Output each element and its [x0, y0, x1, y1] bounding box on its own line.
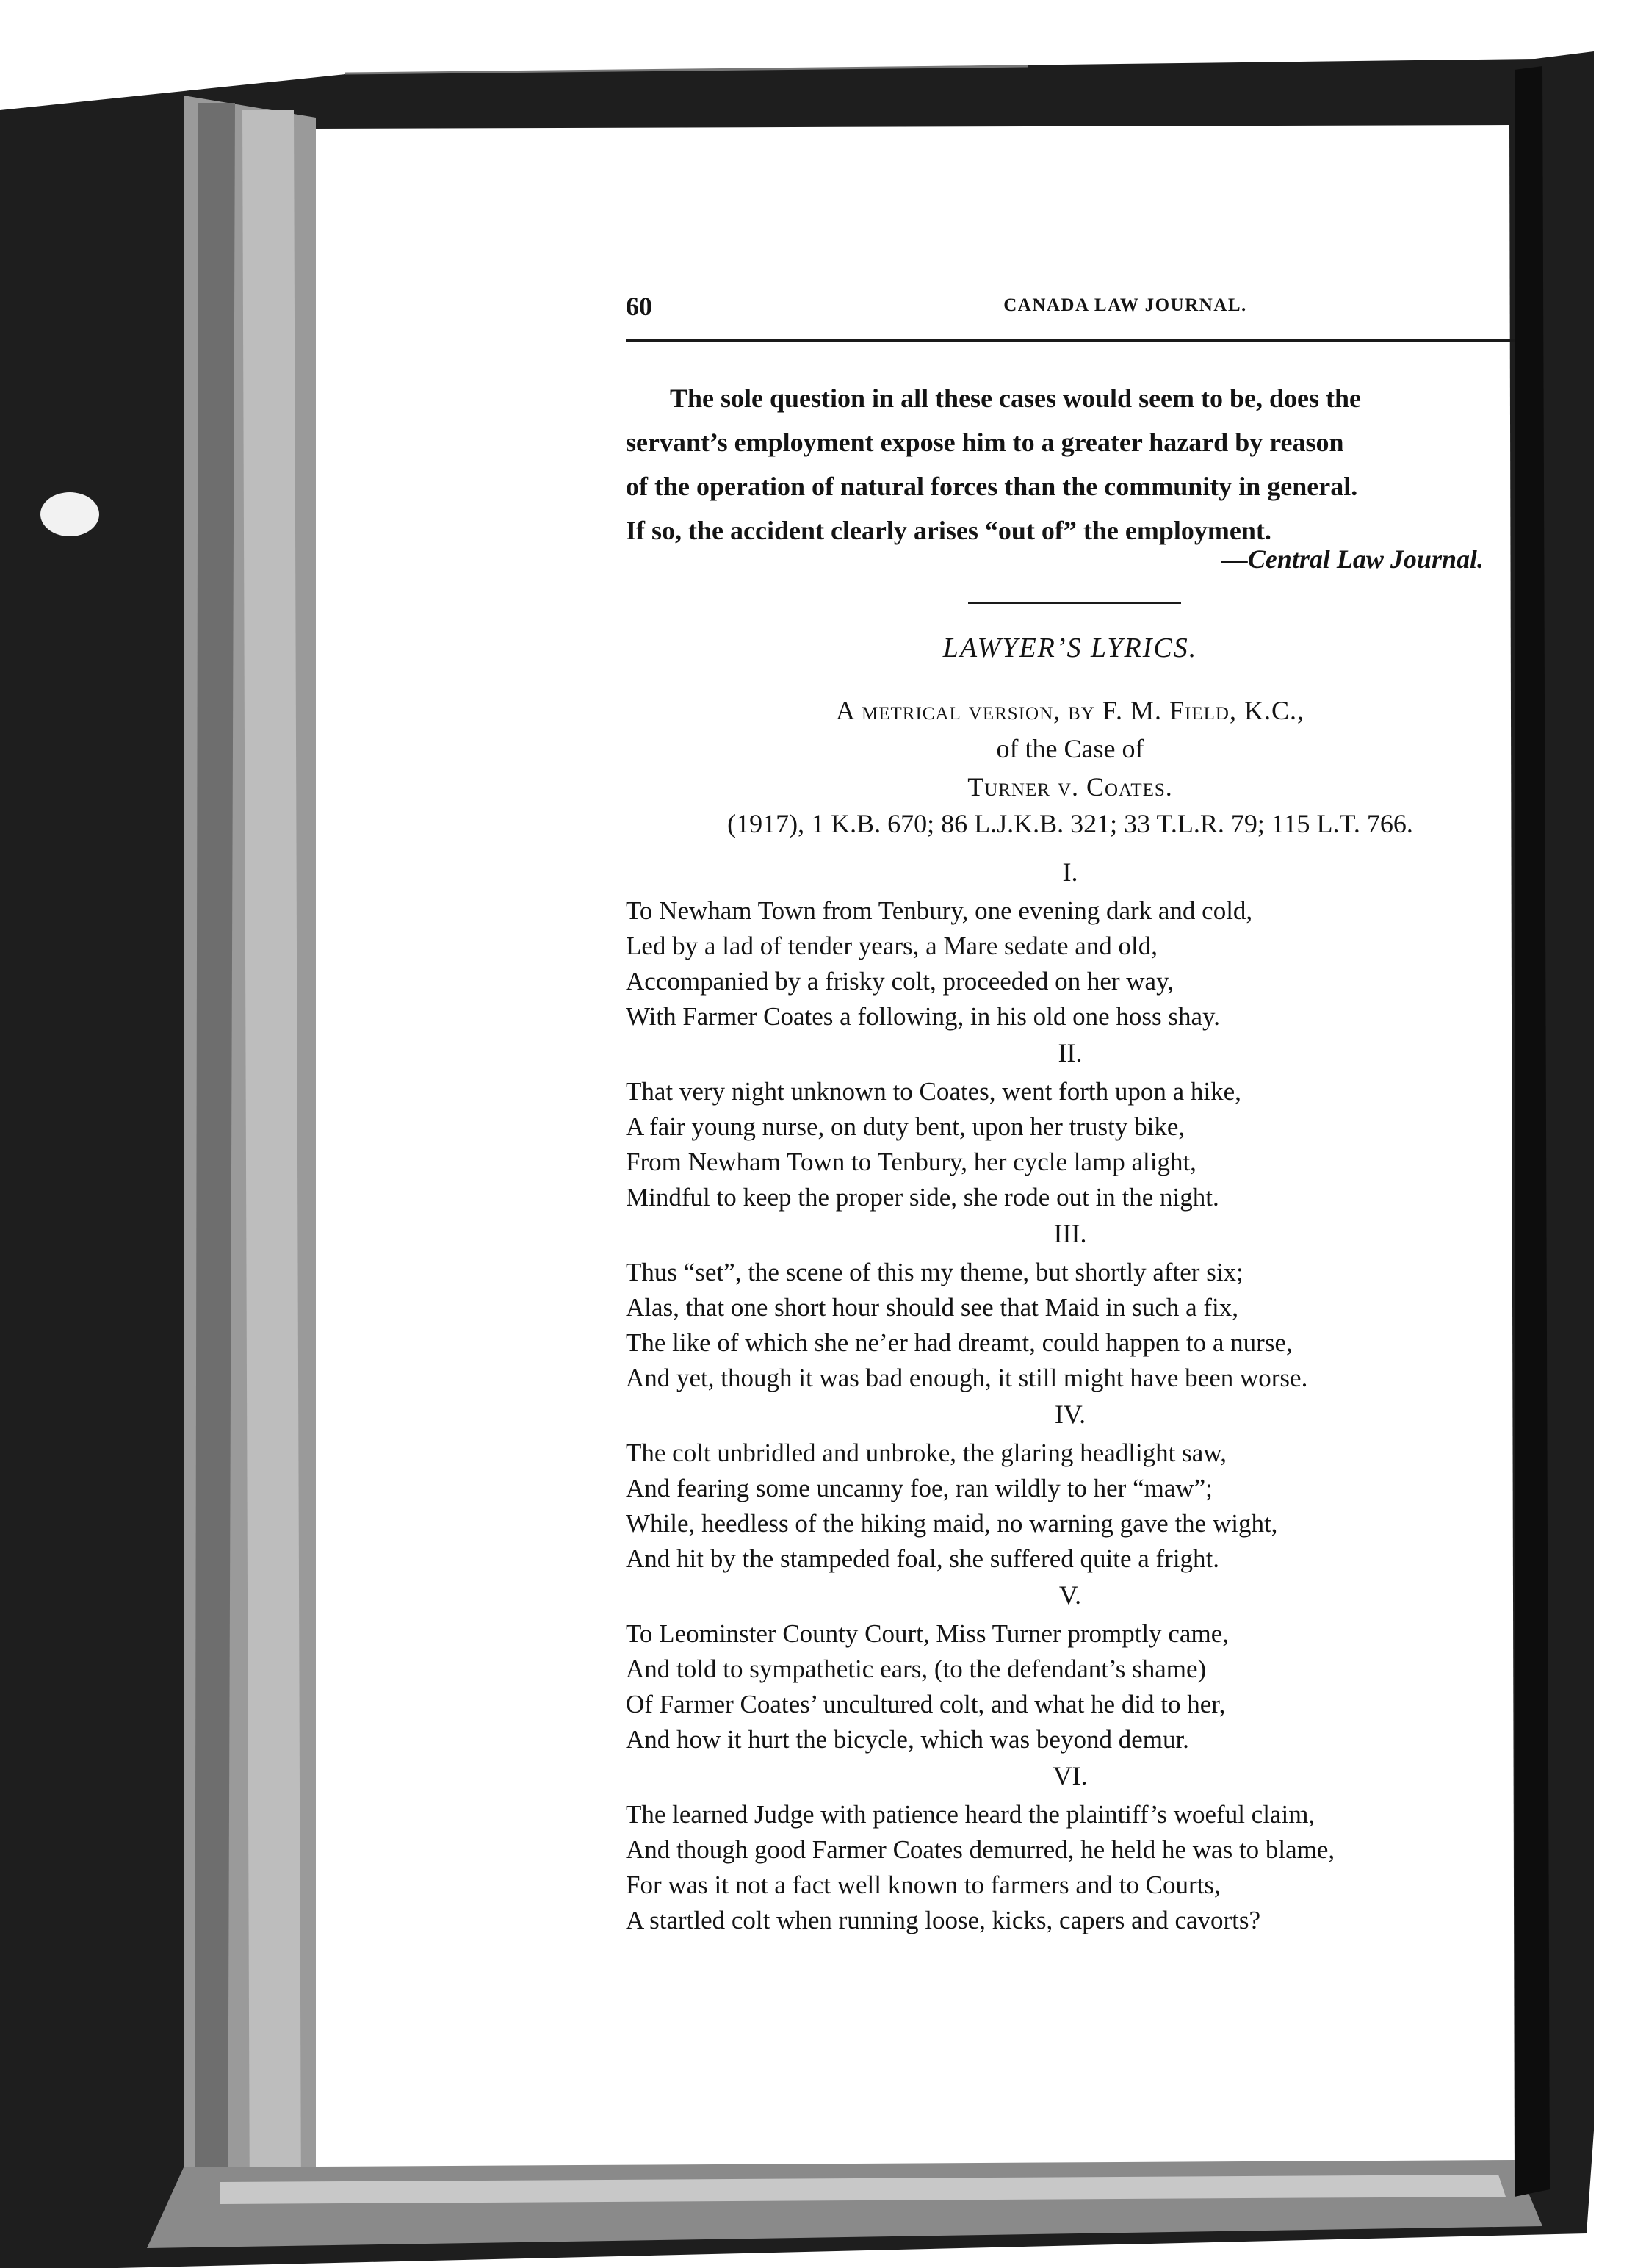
running-head: [626, 291, 1515, 320]
poem-byline: A metrical version, by F. M. Field, K.C.,: [836, 696, 1304, 725]
verse-line: And told to sympathetic ears, (to the defendant’s shame): [626, 1655, 1207, 1683]
intro-paragraph: [626, 376, 1513, 552]
stanza-number: II.: [1058, 1038, 1083, 1068]
verse-line: And yet, though it was bad enough, it still might have been worse.: [626, 1364, 1308, 1392]
stanza-number: V.: [1058, 1580, 1082, 1610]
verse-line: For was it not a fact well known to farmers and to Courts,: [626, 1871, 1221, 1899]
verse-line: Alas, that one short hour should see that Maid in such a fix,: [626, 1293, 1239, 1322]
stanza: [626, 1255, 1515, 1396]
stanza: [626, 893, 1515, 1034]
verse-line: And hit by the stampeded foal, she suffered quite a fright.: [626, 1544, 1220, 1573]
intro-line: The sole question in all these cases would seem to be, does the: [670, 384, 1362, 413]
verse-line: With Farmer Coates a following, in his old one hoss shay.: [626, 1002, 1220, 1031]
journal-title: CANADA LAW JOURNAL.: [1003, 295, 1247, 315]
stanza-number: VI.: [1053, 1761, 1088, 1790]
verse-line: That very night unknown to Coates, went forth upon a hike,: [626, 1077, 1241, 1106]
verse-line: And how it hurt the bicycle, which was beyond demur.: [626, 1725, 1189, 1754]
verse-line: While, heedless of the hiking maid, no warning gave the wight,: [626, 1509, 1278, 1538]
case-citation: (1917), 1 K.B. 670; 86 L.J.K.B. 321; 33 T.L.R. 79; 115 L.T. 766.: [727, 809, 1413, 838]
stanza: [626, 1436, 1515, 1577]
section-divider: [968, 602, 1181, 604]
verse-line: The colt unbridled and unbroke, the glaring headlight saw,: [626, 1439, 1227, 1467]
verse-line: Of Farmer Coates’ uncultured colt, and what he did to her,: [626, 1690, 1226, 1718]
case-intro: of the Case of: [996, 734, 1144, 763]
poem-title: LAWYER’S LYRICS.: [942, 633, 1198, 663]
stanza-number: I.: [1062, 857, 1078, 887]
verse-line: Led by a lad of tender years, a Mare sedate and old,: [626, 932, 1158, 960]
stanza: [626, 1074, 1515, 1215]
attribution: —Central Law Journal.: [1221, 544, 1484, 574]
stanza-number: IV.: [1054, 1400, 1086, 1429]
stanza: [626, 1797, 1515, 1938]
header-rule: [626, 339, 1515, 342]
verse-line: And fearing some uncanny foe, ran wildly to her “maw”;: [626, 1474, 1213, 1502]
intro-line: servant’s employment expose him to a greater hazard by reason: [626, 428, 1344, 457]
stanza-number: III.: [1053, 1219, 1087, 1248]
verse-line: Thus “set”, the scene of this my theme, but shortly after six;: [626, 1258, 1243, 1286]
verse-line: Accompanied by a frisky colt, proceeded on her way,: [626, 967, 1174, 996]
verse-line: Mindful to keep the proper side, she rode out in the night.: [626, 1183, 1219, 1212]
verse-line: A fair young nurse, on duty bent, upon her trusty bike,: [626, 1112, 1185, 1141]
intro-line: If so, the accident clearly arises “out of” the employment.: [626, 516, 1271, 545]
verse-line: A startled colt when running loose, kicks, capers and cavorts?: [626, 1906, 1261, 1934]
verse-line: To Leominster County Court, Miss Turner promptly came,: [626, 1619, 1229, 1648]
case-name: Turner v. Coates.: [967, 772, 1173, 802]
page-number: 60: [626, 292, 652, 321]
verse-line: And though good Farmer Coates demurred, he held he was to blame,: [626, 1835, 1335, 1864]
verse-line: To Newham Town from Tenbury, one evening dark and cold,: [626, 896, 1253, 925]
verse-line: The like of which she ne’er had dreamt, could happen to a nurse,: [626, 1328, 1293, 1357]
intro-line: of the operation of natural forces than the community in general.: [626, 472, 1358, 501]
verse-line: The learned Judge with patience heard the plaintiff’s woeful claim,: [626, 1800, 1315, 1829]
stanza: [626, 1616, 1515, 1757]
verse-line: From Newham Town to Tenbury, her cycle lamp alight,: [626, 1148, 1196, 1176]
